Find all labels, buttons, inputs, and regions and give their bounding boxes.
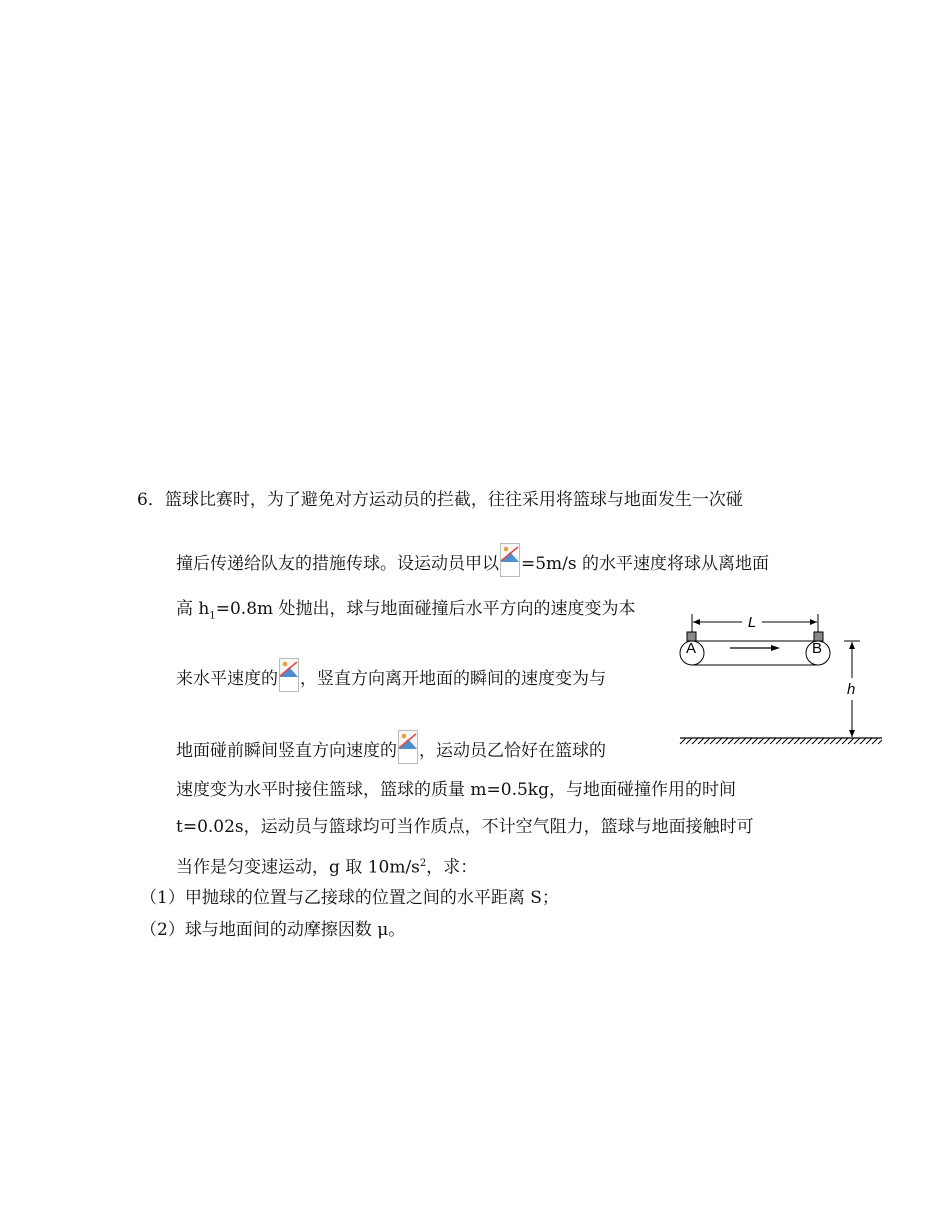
problem-line-2: 撞后传递给队友的措施传球。设运动员甲以 =5m/s 的水平速度将球从离地面 [176, 543, 769, 577]
dimension-arrow-right-icon [810, 619, 817, 625]
problem-line-5: 地面碰前瞬间竖直方向速度的 ，运动员乙恰好在篮球的 [176, 730, 606, 764]
dimension-arrow-left-icon [693, 619, 700, 625]
label-L: L [747, 614, 757, 631]
problem-line-1: 6．篮球比赛时，为了避免对方运动员的拦截，往往采用将篮球与地面发生一次碰 [137, 490, 743, 510]
problem-line-7: t=0.02s，运动员与篮球均可当作质点，不计空气阻力，篮球与地面接触时可 [176, 817, 754, 837]
image-placeholder-icon [279, 658, 299, 692]
problem-line-6: 速度变为水平时接住篮球，篮球的质量 m=0.5kg，与地面碰撞作用的时间 [176, 780, 736, 800]
question-2: （2）球与地面间的动摩擦因数 μ。 [140, 920, 406, 940]
question-1: （1）甲抛球的位置与乙接球的位置之间的水平距离 S； [140, 888, 559, 908]
problem-line-3: 高 $h_1=0.8m$ 处抛出，球与地面碰撞后水平方向的速度变为本 [176, 599, 636, 622]
conveyor-diagram [676, 608, 888, 748]
label-B: B [812, 640, 823, 657]
motion-arrow-icon [771, 645, 780, 651]
image-placeholder-icon [398, 730, 418, 764]
label-A: A [686, 640, 697, 657]
problem-line-8: 当作是匀变速运动，g 取 $10m/s^2$，求： [176, 857, 478, 878]
height-arrow-down-icon [849, 730, 855, 737]
height-arrow-up-icon [849, 642, 855, 649]
image-placeholder-icon [500, 543, 520, 577]
ground-hatching [680, 738, 882, 744]
label-h: h [847, 681, 856, 698]
problem-line-4: 来水平速度的 ，竖直方向离开地面的瞬间的速度变为与 [176, 658, 606, 692]
problem-number: 6． [137, 490, 165, 510]
